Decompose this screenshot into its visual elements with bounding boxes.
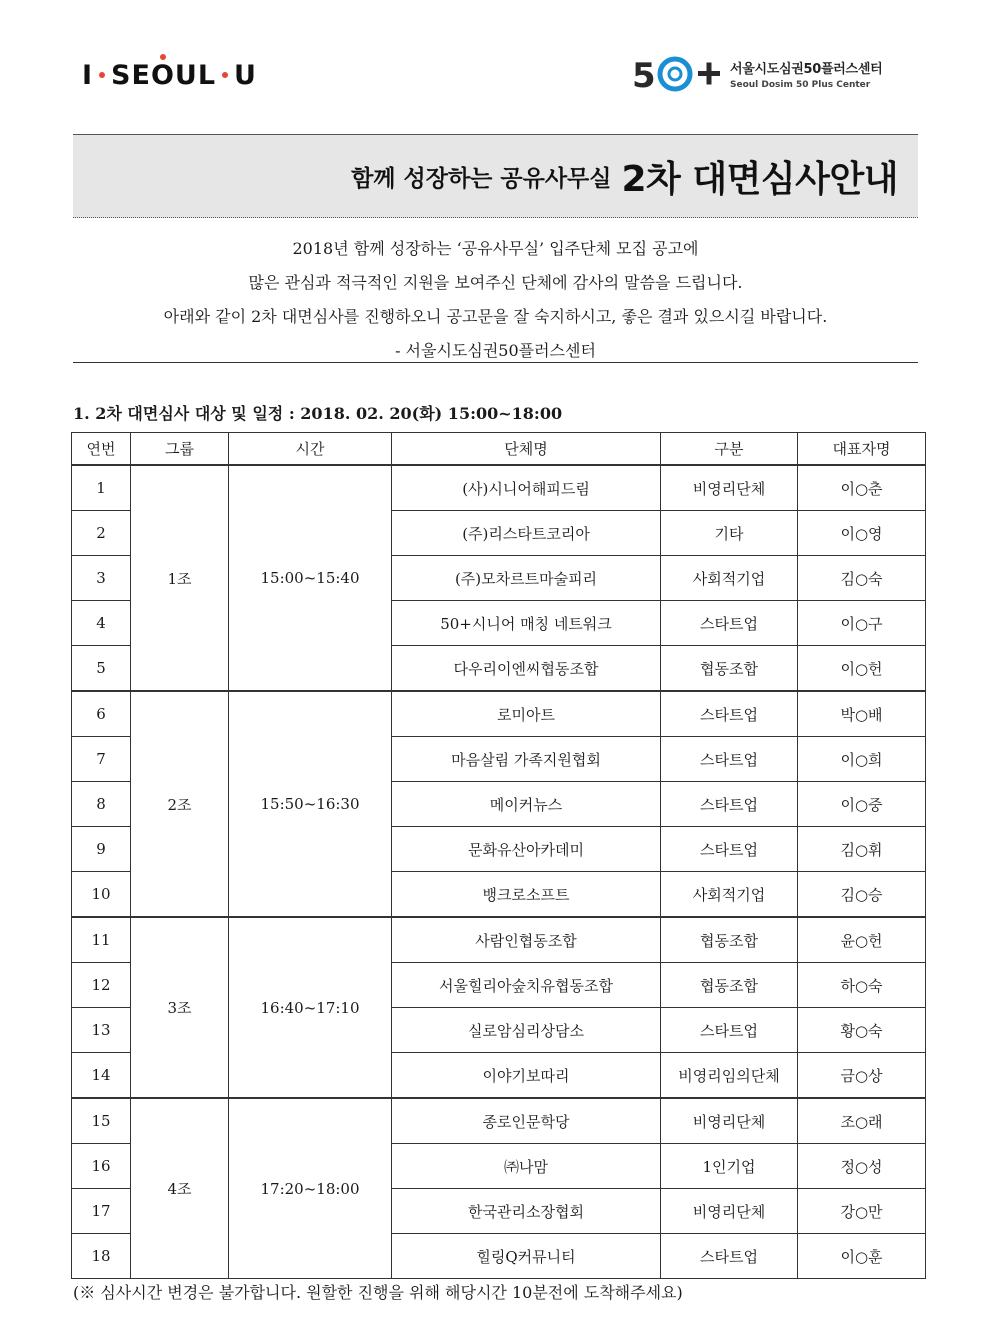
logo-letter-i: I	[82, 59, 94, 91]
schedule-table	[71, 432, 926, 1279]
logo-text-ul: UL	[174, 59, 217, 91]
cell-rep: 이○훈	[798, 1234, 926, 1279]
i-seoul-u-logo	[82, 58, 257, 92]
cell-org: 마음살림 가족지원협회	[392, 737, 661, 782]
cell-org: 힐링Q커뮤니티	[392, 1234, 661, 1279]
cell-no: 1	[72, 465, 131, 511]
cell-no: 6	[72, 691, 131, 737]
footnote: (※ 심사시간 변경은 불가합니다. 원할한 진행을 위해 해당시간 10분전에 도착해주세요)	[73, 1283, 683, 1302]
cell-no: 14	[72, 1053, 131, 1099]
cell-rep: 이○희	[798, 737, 926, 782]
cell-rep: 김○숙	[798, 556, 926, 601]
cell-time: 17:20~18:00	[229, 1098, 392, 1279]
cell-rep: 이○구	[798, 601, 926, 646]
cell-group: 3조	[131, 917, 229, 1098]
logo-dot	[222, 72, 228, 78]
cell-no: 2	[72, 511, 131, 556]
group-block	[72, 1098, 926, 1279]
cell-time: 15:00~15:40	[229, 465, 392, 691]
cell-org: (주)리스타트코리아	[392, 511, 661, 556]
cell-rep: 김○휘	[798, 827, 926, 872]
cell-rep: 황○숙	[798, 1008, 926, 1053]
cell-no: 3	[72, 556, 131, 601]
cell-rep: 강○만	[798, 1189, 926, 1234]
intro-line: 많은 관심과 적극적인 지원을 보여주신 단체에 감사의 말씀을 드립니다.	[248, 273, 743, 292]
cell-rep: 이○중	[798, 782, 926, 827]
center-name-ko: 서울시도심권50플러스센터	[730, 62, 883, 77]
cell-type: 스타트업	[661, 1234, 798, 1279]
cell-rep: 박○배	[798, 691, 926, 737]
cell-type: 스타트업	[661, 782, 798, 827]
cell-no: 12	[72, 963, 131, 1008]
cell-org: 50+시니어 매칭 네트워크	[392, 601, 661, 646]
cell-group: 1조	[131, 465, 229, 691]
cell-group: 4조	[131, 1098, 229, 1279]
intro-signature: - 서울시도심권50플러스센터	[395, 341, 596, 360]
intro-line: 2018년 함께 성장하는 ‘공유사무실’ 입주단체 모집 공고에	[292, 239, 699, 258]
cell-org: (주)모차르트마술피리	[392, 556, 661, 601]
center-name-en: Seoul Dosim 50 Plus Center	[730, 80, 871, 90]
cell-type: 1인기업	[661, 1144, 798, 1189]
section-title: 1. 2차 대면심사 대상 및 일정 : 2018. 02. 20(화) 15:00~18:00	[73, 404, 563, 423]
cell-type: 사회적기업	[661, 556, 798, 601]
table-row	[72, 465, 926, 511]
cell-no: 15	[72, 1098, 131, 1144]
cell-no: 7	[72, 737, 131, 782]
cell-org: 사람인협동조합	[392, 917, 661, 963]
cell-org: 메이커뉴스	[392, 782, 661, 827]
logo-dot	[99, 72, 105, 78]
header-time: 시간	[229, 433, 392, 466]
cell-no: 10	[72, 872, 131, 918]
cell-type: 스타트업	[661, 691, 798, 737]
cell-type: 스타트업	[661, 737, 798, 782]
cell-time: 16:40~17:10	[229, 917, 392, 1098]
fifty-plus-logo-icon	[632, 52, 724, 96]
logo-letter-u: U	[234, 59, 257, 91]
cell-rep: 이○영	[798, 511, 926, 556]
title-subtitle: 함께 성장하는 공유사무실	[351, 165, 612, 192]
cell-no: 17	[72, 1189, 131, 1234]
group-block	[72, 465, 926, 691]
table-row	[72, 1098, 926, 1144]
cell-no: 18	[72, 1234, 131, 1279]
cell-rep: 윤○헌	[798, 917, 926, 963]
cell-org: ㈜나맘	[392, 1144, 661, 1189]
cell-rep: 이○춘	[798, 465, 926, 511]
logo-text-se: SE	[111, 59, 151, 91]
intro-line: 아래와 같이 2차 대면심사를 진행하오니 공고문을 잘 숙지하시고, 좋은 결과 있으시길 바랍니다.	[163, 307, 828, 326]
cell-rep: 금○상	[798, 1053, 926, 1099]
cell-no: 8	[72, 782, 131, 827]
cell-org: 서울힐리아숲치유협동조합	[392, 963, 661, 1008]
cell-org: 로미아트	[392, 691, 661, 737]
table-row	[72, 691, 926, 737]
cell-org: 종로인문학당	[392, 1098, 661, 1144]
cell-org: (사)시니어해피드림	[392, 465, 661, 511]
cell-type: 사회적기업	[661, 872, 798, 918]
title-banner	[73, 134, 918, 218]
cell-type: 비영리단체	[661, 465, 798, 511]
cell-rep: 하○숙	[798, 963, 926, 1008]
cell-time: 15:50~16:30	[229, 691, 392, 917]
cell-org: 문화유산아카데미	[392, 827, 661, 872]
center-logo	[632, 52, 882, 96]
logo-letter-o: O	[150, 59, 175, 91]
cell-no: 16	[72, 1144, 131, 1189]
table-row	[72, 917, 926, 963]
group-block	[72, 691, 926, 917]
svg-text:5: 5	[632, 56, 656, 96]
cell-group: 2조	[131, 691, 229, 917]
cell-type: 스타트업	[661, 1008, 798, 1053]
header-rep: 대표자명	[798, 433, 926, 466]
cell-no: 5	[72, 646, 131, 692]
group-block	[72, 917, 926, 1098]
page-title: 2차 대면심사안내	[621, 158, 898, 200]
cell-org: 뱅크로소프트	[392, 872, 661, 918]
cell-type: 비영리단체	[661, 1189, 798, 1234]
cell-org: 실로암심리상담소	[392, 1008, 661, 1053]
cell-org: 이야기보따리	[392, 1053, 661, 1099]
cell-no: 13	[72, 1008, 131, 1053]
header-type: 구분	[661, 433, 798, 466]
cell-org: 다우리이엔씨협동조합	[392, 646, 661, 692]
cell-rep: 조○래	[798, 1098, 926, 1144]
cell-type: 기타	[661, 511, 798, 556]
cell-type: 스타트업	[661, 827, 798, 872]
cell-rep: 김○승	[798, 872, 926, 918]
intro-text	[73, 232, 918, 368]
header-org: 단체명	[392, 433, 661, 466]
cell-no: 9	[72, 827, 131, 872]
divider	[73, 362, 918, 363]
header-no: 연번	[72, 433, 131, 466]
header-group: 그룹	[131, 433, 229, 466]
cell-no: 11	[72, 917, 131, 963]
cell-type: 비영리임의단체	[661, 1053, 798, 1099]
cell-type: 협동조합	[661, 963, 798, 1008]
cell-no: 4	[72, 601, 131, 646]
cell-org: 한국관리소장협회	[392, 1189, 661, 1234]
cell-rep: 정○성	[798, 1144, 926, 1189]
table-header-row	[72, 433, 926, 466]
cell-type: 협동조합	[661, 646, 798, 692]
cell-type: 비영리단체	[661, 1098, 798, 1144]
cell-type: 협동조합	[661, 917, 798, 963]
cell-rep: 이○헌	[798, 646, 926, 692]
cell-type: 스타트업	[661, 601, 798, 646]
